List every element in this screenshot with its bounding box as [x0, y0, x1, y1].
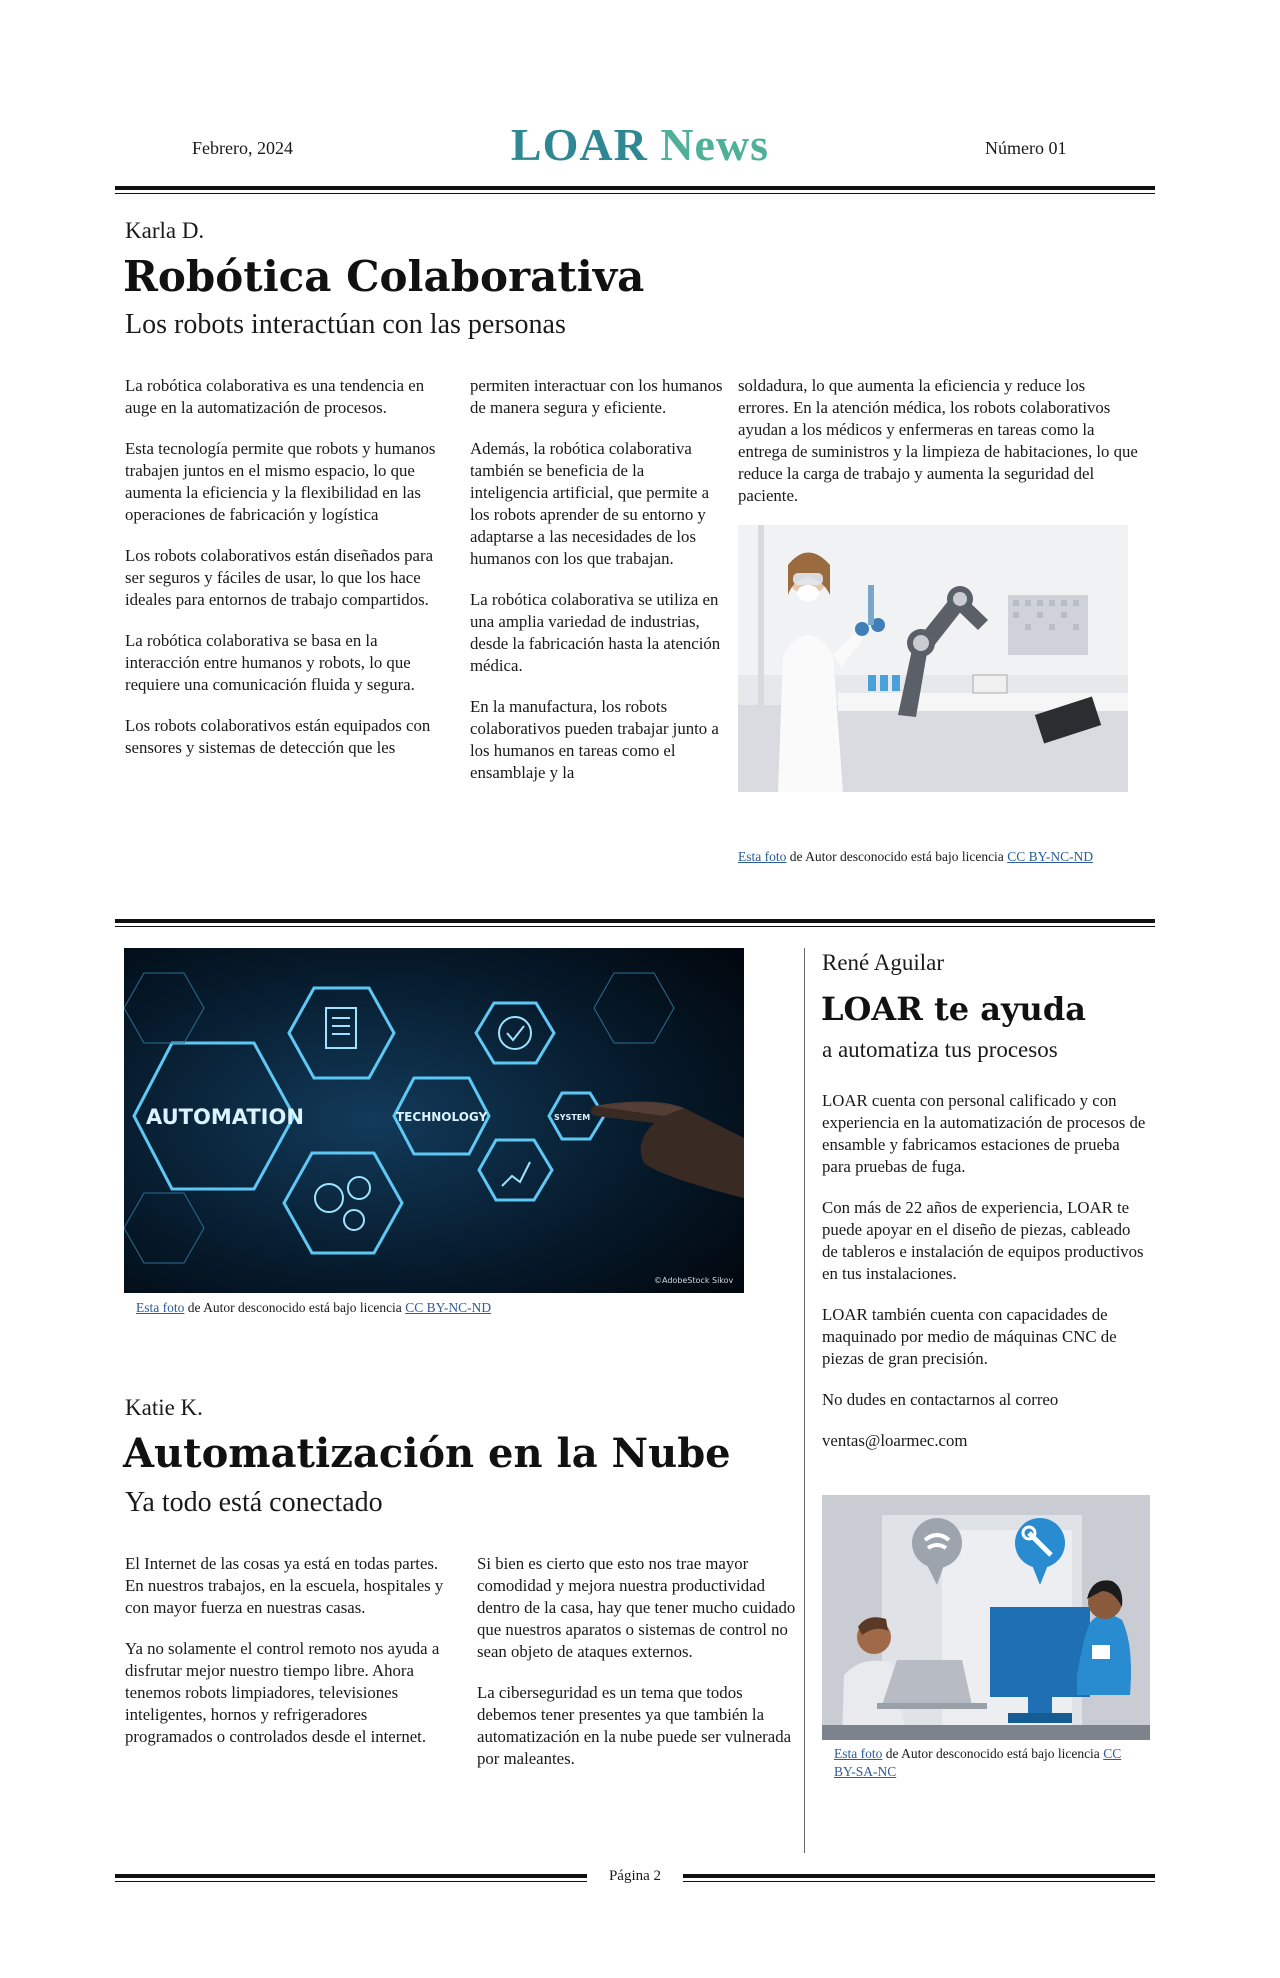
- page-number: Página 2: [608, 1868, 662, 1884]
- article1-c1-p5: Los robots colaborativos están equipados con sensores y sistemas de detección que les: [125, 716, 431, 757]
- article2-author: Katie K.: [125, 1395, 203, 1420]
- sidebar-p3: LOAR también cuenta con capacidades de maquinado por medio de máquinas CNC de piezas de gran precisión.: [822, 1305, 1117, 1368]
- sidebar-subtitle: a automatiza tus procesos: [822, 1037, 1058, 1062]
- article1-column-1: [125, 375, 450, 778]
- article2-subtitle: Ya todo está conectado: [125, 1487, 383, 1518]
- article1-c2-p3: La robótica colaborativa se utiliza en una amplia variedad de industrias, desde la fabricación hasta la atención médica.: [470, 590, 721, 675]
- sidebar-body: [822, 1090, 1147, 1452]
- masthead-rule: [115, 186, 1155, 190]
- license-link[interactable]: CC BY-NC-ND: [1007, 849, 1094, 864]
- sidebar-author: René Aguilar: [822, 950, 944, 975]
- caption-text: de Autor desconocido está bajo licencia: [882, 1746, 1104, 1761]
- sidebar-photo-caption: [834, 1745, 1144, 1781]
- sidebar-headline: LOAR te ayuda: [821, 990, 1086, 1028]
- hex-label-technology: TECHNOLOGY: [396, 1110, 488, 1124]
- article1-column-3: [738, 375, 1138, 526]
- article1-c1-p3: Los robots colaborativos están diseñados para ser seguros y fáciles de usar, lo que los hace ideales para entornos de trabajo compartidos.: [125, 546, 434, 609]
- sidebar-p4: No dudes en contactarnos al correo: [822, 1390, 1059, 1409]
- hex-label-system: SYSTEM: [554, 1113, 591, 1122]
- article1-c2-p2: Además, la robótica colaborativa también se beneficia de la inteligencia artificial, que permite a los robots aprender de su entorno y adaptarse a las necesidades de los humanos con los que trabajan.: [470, 439, 710, 568]
- caption-text: de Autor desconocido está bajo licencia: [786, 849, 1008, 864]
- article2-c2-p1: Si bien es cierto que esto nos trae mayor comodidad y mejora nuestra productividad dentro de la casa, hay que tener mucho cuidado que nuestros aparatos o sistemas de control no sean objeto de ataques externos.: [477, 1554, 796, 1661]
- photo-link[interactable]: Esta foto: [834, 1746, 883, 1761]
- newspaper-title: [0, 118, 1280, 171]
- sidebar-p2: Con más de 22 años de experiencia, LOAR te puede apoyar en el diseño de piezas, cableado de tableros e instalación de equipos productivos en tus instalaciones.: [822, 1198, 1144, 1283]
- article1-headline: Robótica Colaborativa: [123, 252, 645, 301]
- contact-email: ventas@loarmec.com: [822, 1431, 968, 1450]
- section-rule-thin: [115, 926, 1155, 927]
- issue-date: Febrero, 2024: [192, 138, 293, 158]
- article2-c2-p2: La ciberseguridad es un tema que todos debemos tener presentes ya que también la automatización en la nube puede ser vulnerada por maleantes.: [477, 1683, 792, 1768]
- footer-rule-left-thin: [115, 1881, 587, 1882]
- article1-c1-p2: Esta tecnología permite que robots y humanos trabajen juntos en el mismo espacio, lo que aumenta la eficiencia y la flexibilidad en las operaciones de fabricación y logística: [125, 439, 436, 524]
- photo-link[interactable]: Esta foto: [136, 1300, 185, 1315]
- article2-column-1: [125, 1553, 450, 1767]
- footer-rule-right-thin: [683, 1881, 1155, 1882]
- photo-link[interactable]: Esta foto: [738, 849, 787, 864]
- article2-column-2: [477, 1553, 797, 1789]
- article1-photo-caption: [738, 849, 1093, 865]
- section-rule: [115, 919, 1155, 923]
- article1-c2-p4: En la manufactura, los robots colaborativos pueden trabajar junto a los humanos en tareas como el ensamblaje y la: [470, 697, 719, 782]
- support-illustration: [822, 1495, 1150, 1740]
- article1-c2-p1: permiten interactuar con los humanos de manera segura y eficiente.: [470, 376, 723, 417]
- issue-number: Número 01: [985, 138, 1067, 158]
- image-watermark: ©AdobeStock Sikov: [654, 1276, 734, 1285]
- caption-text: de Autor desconocido está bajo licencia: [184, 1300, 406, 1315]
- title-loar: LOAR: [510, 119, 648, 170]
- sidebar-p1: LOAR cuenta con personal calificado y con experiencia en la automatización de procesos de ensamble y fabricamos estaciones de prueba para pruebas de fuga.: [822, 1091, 1146, 1176]
- title-news: News: [660, 119, 770, 170]
- footer-rule-left: [115, 1874, 587, 1878]
- footer-rule-right: [683, 1874, 1155, 1878]
- automation-photo-caption: [136, 1300, 491, 1316]
- article1-c1-p4: La robótica colaborativa se basa en la interacción entre humanos y robots, lo que requiere una comunicación fluida y segura.: [125, 631, 415, 694]
- masthead-rule-thin: [115, 193, 1155, 194]
- license-link[interactable]: CC BY-NC-ND: [405, 1300, 492, 1315]
- column-divider: [804, 948, 805, 1853]
- lab-robot-photo: [738, 525, 1128, 792]
- article1-c1-p1: La robótica colaborativa es una tendencia en auge en la automatización de procesos.: [125, 376, 425, 417]
- article1-column-2: [470, 375, 725, 803]
- automation-hexagon-image: [124, 948, 744, 1293]
- article2-c1-p2: Ya no solamente el control remoto nos ayuda a disfrutar mejor nuestro tiempo libre. Ahora tenemos robots limpiadores, televisiones inteligentes, hornos y refrigeradores programados o controlados desde el internet.: [125, 1639, 440, 1746]
- article1-c3-p1: soldadura, lo que aumenta la eficiencia y reduce los errores. En la atención médica, los robots colaborativos ayudan a los médicos y enfermeras en tareas como la entrega de suministros y la limpieza de habitaciones, lo que reduce la carga de trabajo y aumenta la seguridad del paciente.: [738, 376, 1138, 505]
- hex-label-automation: AUTOMATION: [146, 1105, 304, 1129]
- article1-subtitle: Los robots interactúan con las personas: [125, 309, 566, 340]
- article2-c1-p1: El Internet de las cosas ya está en todas partes. En nuestros trabajos, en la escuela, hospitales y con mayor fuerza en nuestras casas.: [125, 1554, 444, 1617]
- article2-headline: Automatización en la Nube: [123, 1430, 731, 1477]
- article1-author: Karla D.: [125, 218, 205, 243]
- license-link[interactable]: CC BY-SA-NC: [834, 1746, 1122, 1779]
